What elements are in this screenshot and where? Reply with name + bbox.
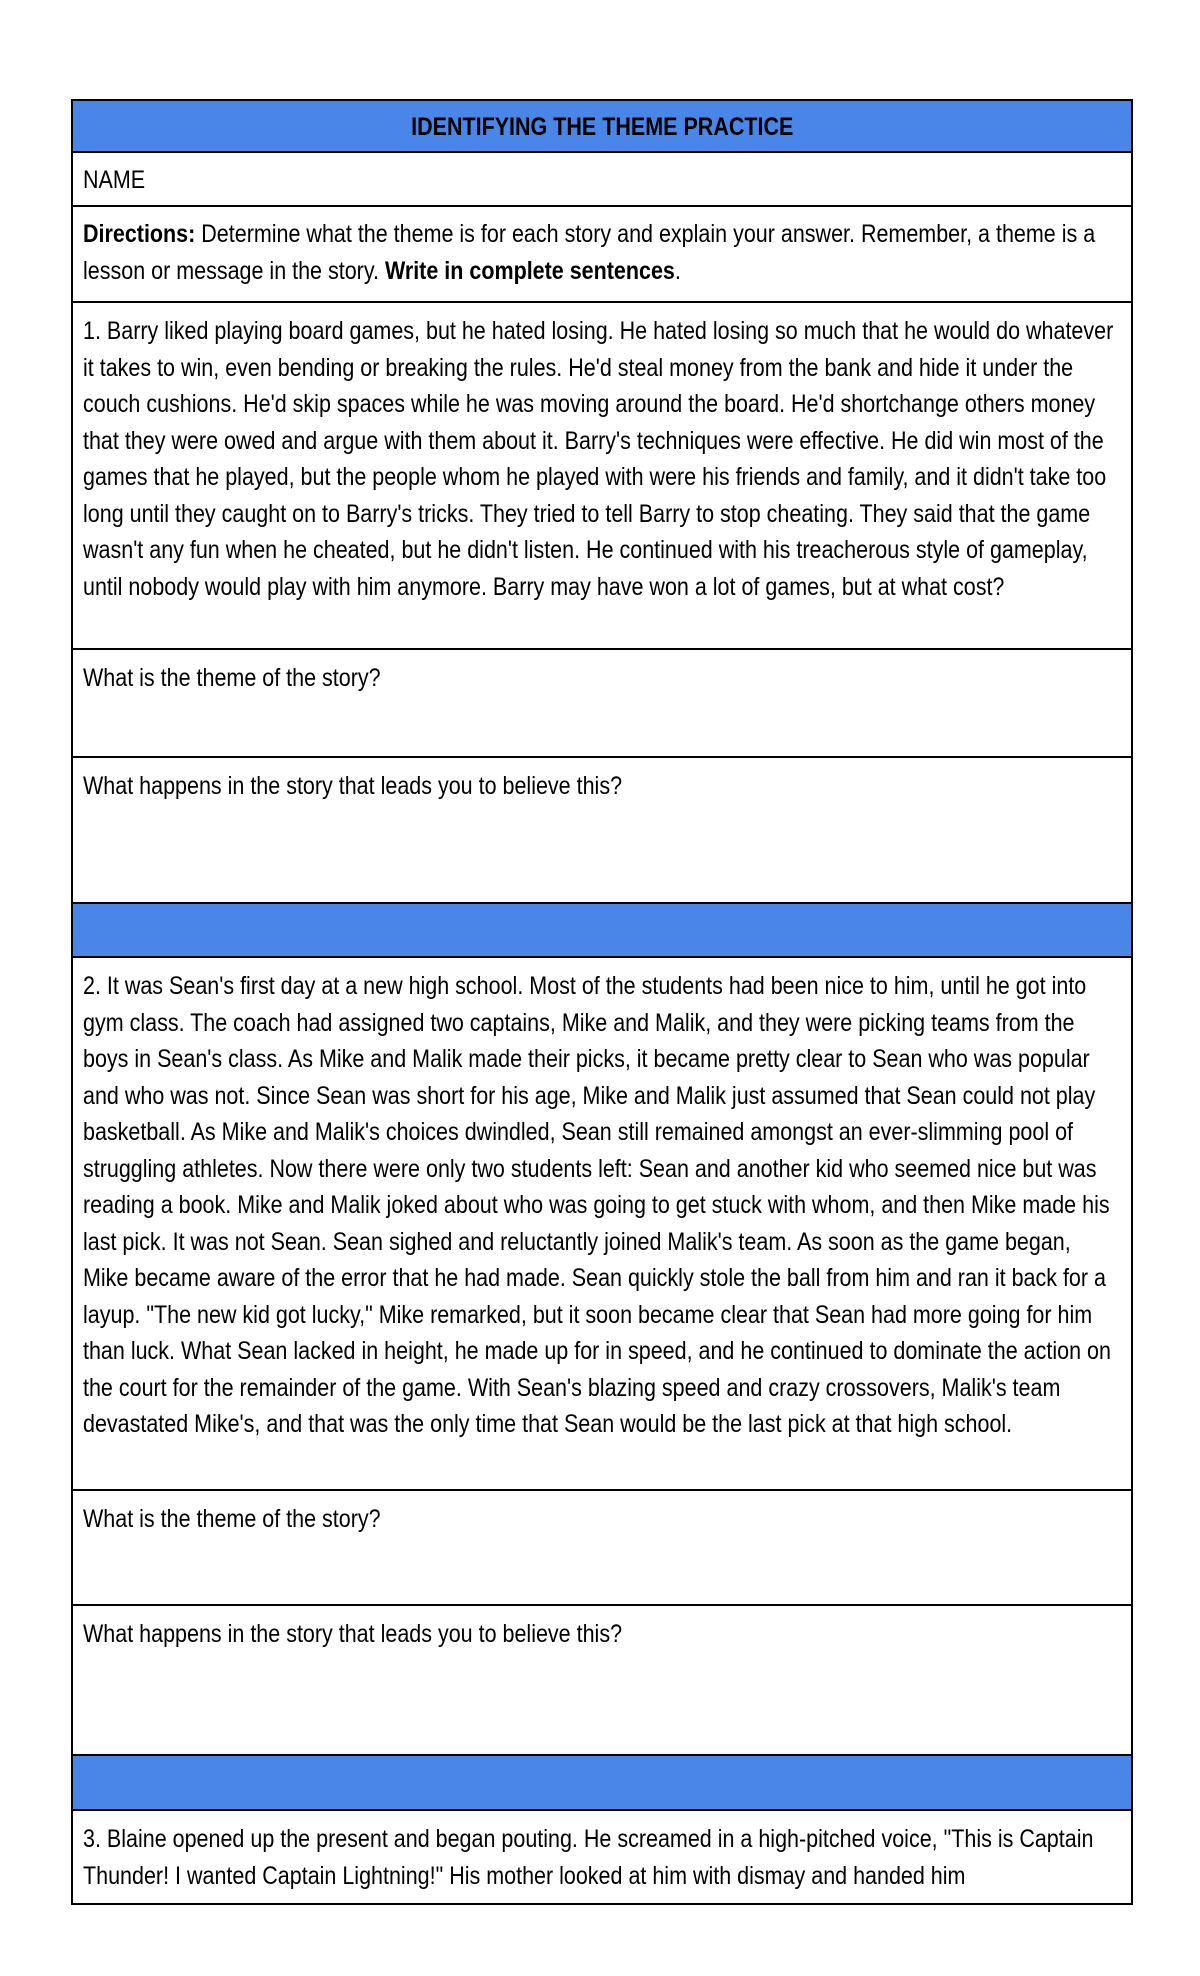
worksheet-title: IDENTIFYING THE THEME PRACTICE bbox=[410, 113, 794, 141]
story-1-evidence-question: What happens in the story that leads you to believe this? bbox=[83, 772, 623, 800]
story-3-text: 3. Blaine opened up the present and began pouting. He screamed in a high-pitched voice, "This is Captain Thunder! I wanted Captain Lightning!" His mother looked at him with dismay and handed him bbox=[83, 1825, 1094, 1890]
directions-row bbox=[73, 207, 1131, 303]
story-1-theme-question: What is the theme of the story? bbox=[83, 664, 381, 692]
story-2-evidence-question: What happens in the story that leads you to believe this? bbox=[83, 1620, 623, 1648]
worksheet-table bbox=[71, 99, 1133, 1905]
story-3 bbox=[73, 1811, 1131, 1903]
story-1-evidence-answer-box[interactable] bbox=[73, 758, 1131, 904]
story-1-theme-answer-box[interactable] bbox=[73, 650, 1131, 758]
directions-text bbox=[83, 216, 1121, 289]
name-row[interactable] bbox=[73, 153, 1131, 207]
story-2-evidence-answer-box[interactable] bbox=[73, 1606, 1131, 1756]
worksheet-title-row bbox=[73, 101, 1131, 153]
directions-end: . bbox=[674, 256, 681, 285]
directions-body: Determine what the theme is for each story and explain your answer. Remember, a theme is a lesson or message in the story. bbox=[83, 220, 1096, 285]
story-1 bbox=[73, 303, 1131, 650]
directions-emphasis: Write in complete sentences bbox=[384, 256, 675, 285]
story-2-text: 2. It was Sean's first day at a new high school. Most of the students had been nice to him, until he got into gym class. The coach had assigned two captains, Mike and Malik, and they were picking teams from the boys in Sean's class. As Mike and Malik made their picks, it became pretty clear to Sean who was popular and who was not. Since Sean was short for his age, Mike and Malik just assumed that Sean could not play basketball. As Mike and Malik's choices dwindled, Sean still remained amongst an ever-slimming pool of struggling athletes. Now there were only two students left: Sean and another kid who seemed nice but was reading a book. Mike and Malik joked about who was going to get stuck with whom, and then Mike made his last pick. It was not Sean. Sean sighed and reluctantly joined Malik's team. As soon as the game began, Mike became aware of the error that he had made. Sean quickly stole the ball from him and ran it back for a layup. "The new kid got lucky," Mike remarked, but it soon became clear that Sean had more going for him than luck. What Sean lacked in height, he made up for in speed, and he continued to dominate the action on the court for the remainder of the game. With Sean's blazing speed and crazy crossovers, Malik's team devastated Mike's, and that was the only time that Sean would be the last pick at that high school. bbox=[83, 972, 1111, 1438]
story-2-theme-answer-box[interactable] bbox=[73, 1491, 1131, 1606]
story-2-theme-question: What is the theme of the story? bbox=[83, 1505, 381, 1533]
story-2 bbox=[73, 958, 1131, 1491]
name-label: NAME bbox=[83, 166, 146, 194]
section-divider-1 bbox=[73, 904, 1131, 958]
story-1-text: 1. Barry liked playing board games, but he hated losing. He hated losing so much that he would do whatever it takes to win, even bending or breaking the rules. He'd steal money from the bank and hide it under the couch cushions. He'd skip spaces while he was moving around the board. He'd shortchange others money that they were owed and argue with them about it. Barry's techniques were effective. He did win most of the games that he played, but the people whom he played with were his friends and family, and it didn't take too long until they caught on to Barry's tricks. They tried to tell Barry to stop cheating. They said that the game wasn't any fun when he cheated, but he didn't listen. He continued with his treacherous style of gameplay, until nobody would play with him anymore. Barry may have won a lot of games, but at what cost? bbox=[83, 317, 1114, 601]
section-divider-2 bbox=[73, 1756, 1131, 1811]
directions-label: Directions: bbox=[83, 220, 196, 248]
